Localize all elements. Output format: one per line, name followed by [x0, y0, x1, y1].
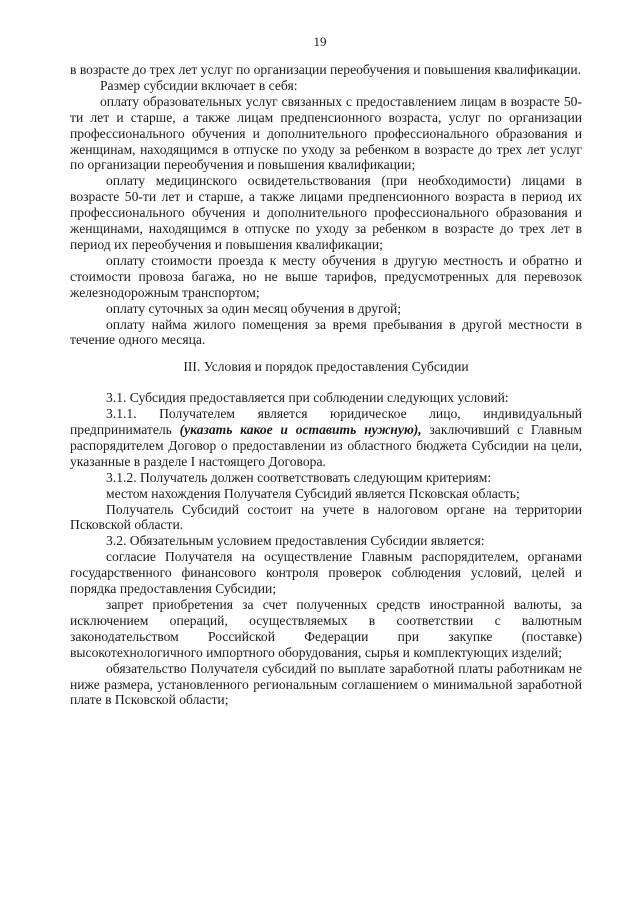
paragraph: в возрасте до трех лет услуг по организации переобучения и повышения квалификации.	[70, 62, 581, 77]
paragraph: 3.1.2. Получатель должен соответствовать следующим критериям:	[106, 469, 492, 485]
paragraph	[70, 406, 582, 470]
page-number: 19	[313, 34, 327, 49]
paragraph: 3.1. Субсидия предоставляется при соблюдении следующих условий:	[106, 390, 509, 406]
paragraph: оплату образовательных услуг связанных с предоставлением лицам в возрасте 50-ти лет и старше, а также лицам предпенсионного возраста, услуг по организации профессионального обучения и дополнительного профессионального образования и женщинам, находящимся в отпуске по уходу за ребенком в возрасте до трех лет услуг по организации переобучения и повышения квалификации;	[70, 93, 582, 173]
paragraph: запрет приобретения за счет полученных средств иностранной валюты, за исключением операций, осуществляемых в соответствии с валютным законодательством Российской Федерации при закупке (поставке) высокотехнологичного импортного оборудования, сырья и комплектующих изделий;	[70, 597, 582, 660]
paragraph-text: заключивший с Главным распорядителем Договор о предоставлении из областного бюджета Субсидии на цели, указанные в разделе I настоящего Договора.	[70, 422, 582, 469]
document-body	[70, 62, 582, 708]
paragraph: оплату найма жилого помещения за время пребывания в другой местности в течение одного месяца.	[70, 316, 582, 348]
paragraph: Получатель Субсидий состоит на учете в налоговом органе на территории Псковской области.	[70, 501, 582, 533]
emphasis-text: (указать какое и оставить нужную),	[179, 422, 422, 438]
paragraph: местом нахождения Получателя Субсидий является Псковская область;	[106, 485, 520, 501]
paragraph: оплату стоимости проезда к месту обучения в другую местность и обратно и стоимости провоза багажа, но не выше тарифов, предусмотренных для перевозок железнодорожным транспортом;	[70, 252, 582, 300]
paragraph-text: 3.1.1. Получателем является юридическое лицо, индивидуальный предприниматель	[70, 406, 582, 438]
paragraph: Размер субсидии включает в себя:	[100, 77, 298, 93]
paragraph: оплату медицинского освидетельствования (при необходимости) лицами в возрасте 50-ти лет и старше, а также лицами предпенсионного возраста в период их профессионального обучения и дополнительного профессионального образования и женщинами, находящимся в отпуске по уходу за ребенком в возрасте до трех лет в период их переобучения и повышения квалификации;	[70, 173, 582, 252]
paragraph: 3.2. Обязательным условием предоставления Субсидии является:	[106, 533, 485, 549]
paragraph: согласие Получателя на осуществление Главным распорядителем, органами государственного финансового контроля проверок соблюдения условий, целей и порядка предоставления Субсидии;	[70, 549, 582, 597]
paragraph: оплату суточных за один месяц обучения в другой;	[106, 300, 402, 316]
section-heading: III. Условия и порядок предоставления Субсидии	[183, 359, 469, 375]
paragraph: обязательство Получателя субсидий по выплате заработной платы работникам не ниже размера, установленного региональным соглашением о минимальной заработной плате в Псковской области;	[70, 660, 582, 708]
